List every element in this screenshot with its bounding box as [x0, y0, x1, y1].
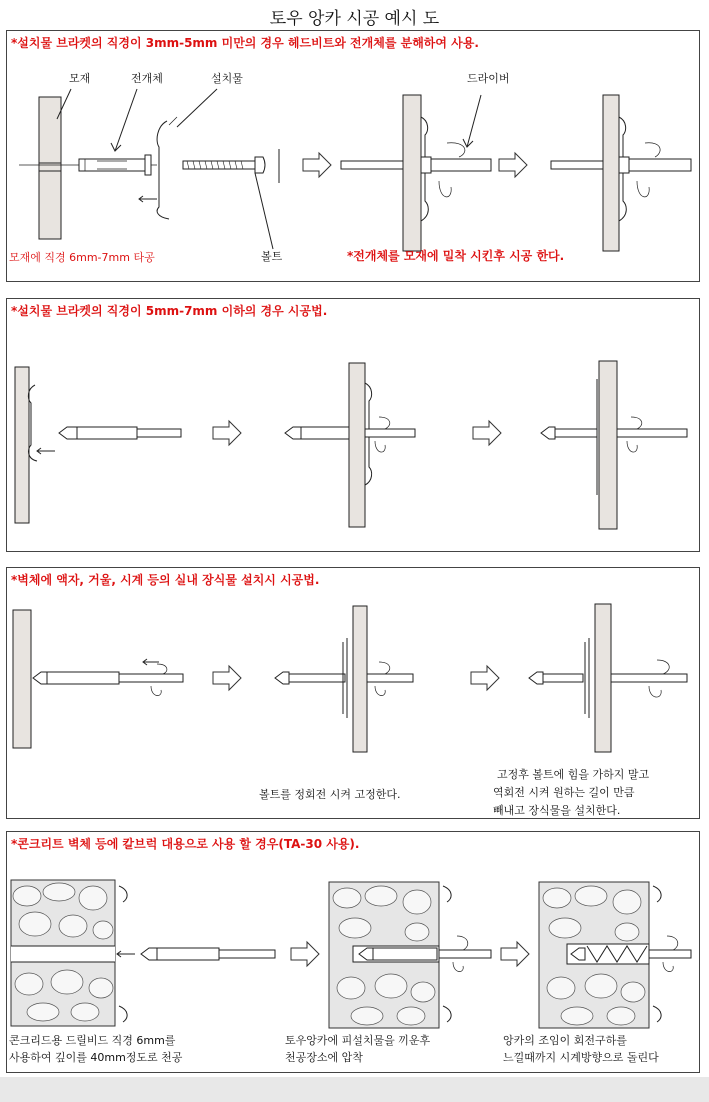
panel4-heading: *콘크리트 벽체 등에 칼브럭 대용으로 사용 할 경우(TA-30 사용). — [11, 837, 360, 851]
panel2-heading: *설치물 브라켓의 직경이 5mm-7mm 이하의 경우 시공법. — [11, 304, 328, 318]
note-reverse-1: 고정후 볼트에 힘을 가하지 말고 — [497, 768, 650, 781]
panel-concrete-wall — [6, 831, 700, 1073]
label-fixture: 설치물 — [211, 72, 243, 85]
panel1-heading: *설치물 브라켓의 직경이 3mm-5mm 미만의 경우 헤드비트와 전개체를 분해하여 사용. — [11, 36, 479, 50]
panel2-illustration — [7, 299, 699, 551]
panel-decor-install — [6, 567, 700, 819]
note-concrete-turn-2: 느낄때까지 시계방향으로 돌린다 — [503, 1051, 659, 1064]
note-concrete-drill-2: 사용하여 깊이를 40mm정도로 천공 — [9, 1051, 183, 1064]
label-expander: 전개체 — [131, 72, 163, 85]
footer-bar — [0, 1077, 709, 1102]
note-fix-bolt: 볼트를 정회전 시켜 고정한다. — [259, 788, 401, 801]
label-bolt: 볼트 — [261, 250, 283, 263]
page-title: 토우 앙카 시공 예시 도 — [269, 9, 440, 29]
note-drill-hole: 모재에 직경 6mm-7mm 타공 — [9, 251, 155, 264]
note-attach-expander: *전개체를 모재에 밀착 시킨후 시공 한다. — [347, 249, 565, 263]
note-reverse-2: 역회전 시켜 원하는 길이 만큼 — [493, 786, 635, 799]
panel-bracket-3-5mm — [6, 30, 700, 282]
label-driver: 드라이버 — [467, 72, 510, 85]
note-concrete-turn-1: 앙카의 조임이 회전구하를 — [503, 1034, 627, 1047]
note-concrete-insert-2: 천공장소에 압착 — [285, 1051, 363, 1064]
label-base: 모재 — [69, 72, 91, 85]
panel3-heading: *벽체에 액자, 거울, 시계 등의 실내 장식물 설치시 시공법. — [11, 573, 320, 587]
panel1-illustration — [7, 31, 699, 281]
note-concrete-insert-1: 토우앙카에 피설치물을 끼운후 — [285, 1034, 431, 1047]
panel-bracket-5-7mm — [6, 298, 700, 552]
note-concrete-drill-1: 콘크리드용 드릴비드 직경 6mm를 — [9, 1034, 176, 1047]
note-reverse-3: 빼내고 장식물을 설치한다. — [493, 804, 621, 817]
